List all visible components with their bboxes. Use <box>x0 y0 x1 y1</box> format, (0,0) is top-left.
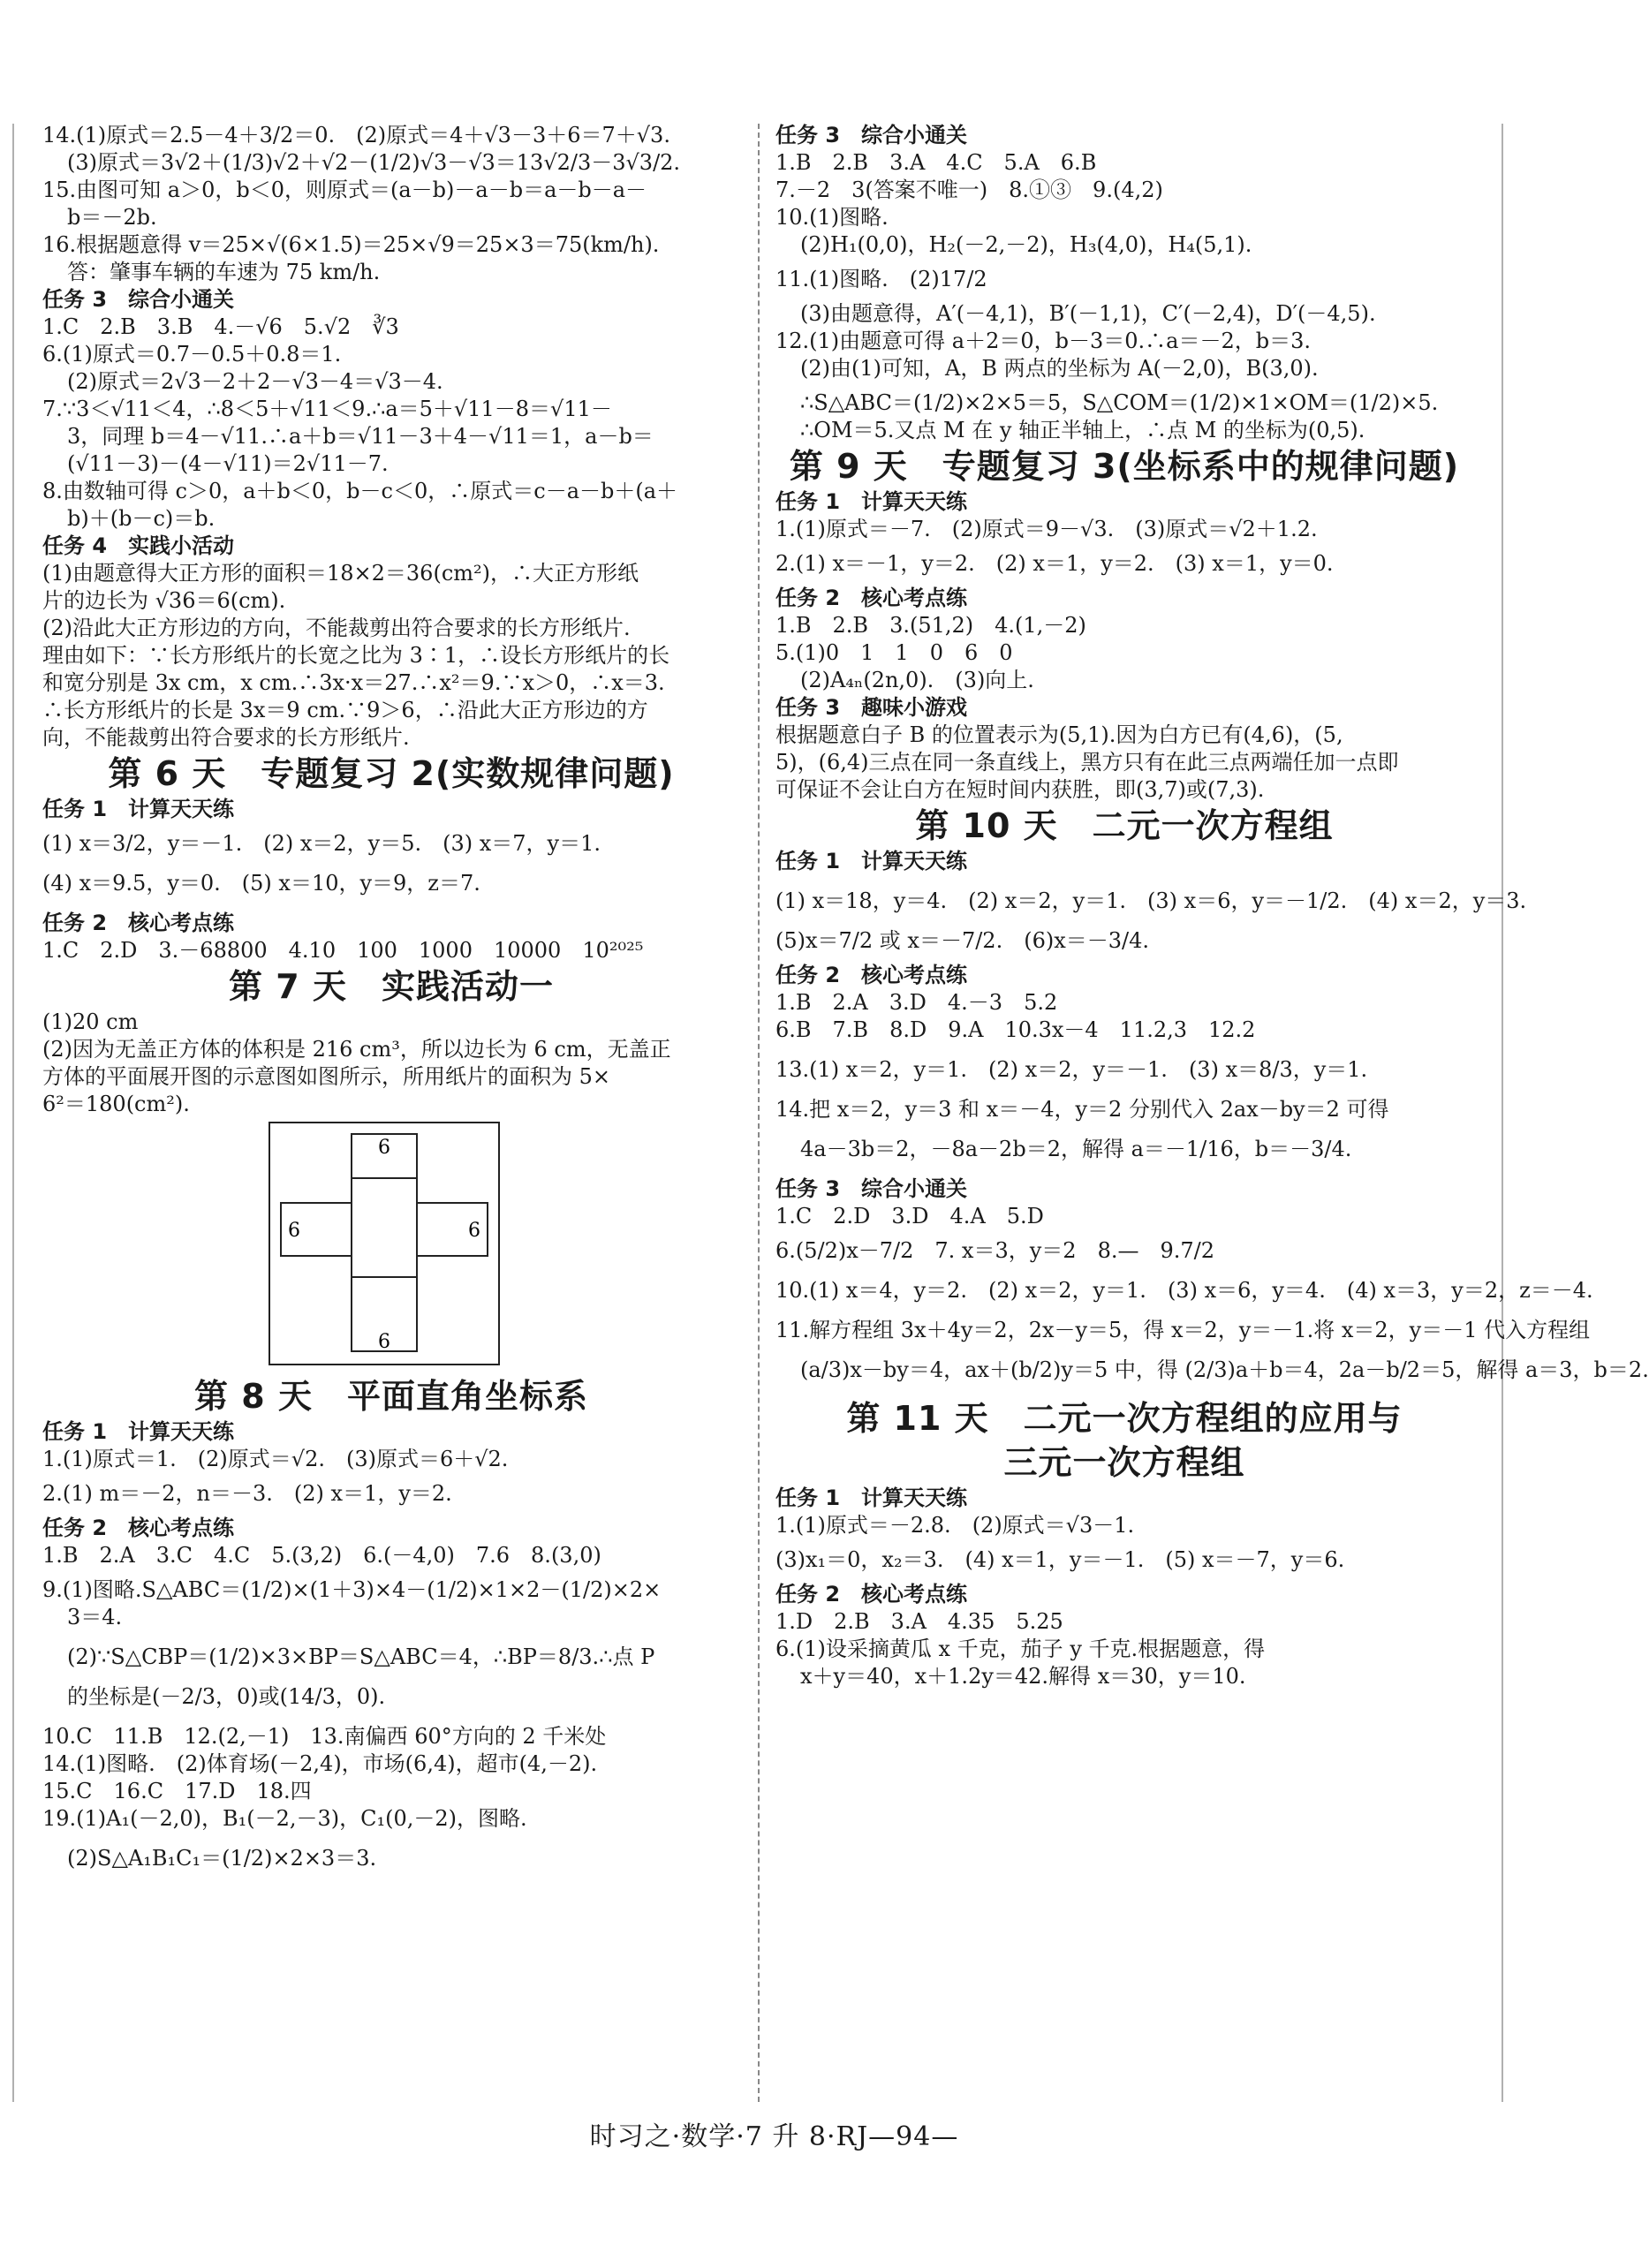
answer-line: 可保证不会让白方在短时间内获胜，即(3,7)或(7,3). <box>775 777 1265 802</box>
answer-line: 16.根据题意得 v＝25×√(6×1.5)＝25×√9＝25×3＝75(km/h). <box>42 232 660 257</box>
answer-line: (1) x＝3/2，y＝－1. (2) x＝2，y＝5. (3) x＝7，y＝1. <box>42 831 601 856</box>
left-column <box>42 122 740 1872</box>
answer-line: (1)20 cm <box>42 1009 139 1034</box>
answer-line: (5)x＝7/2 或 x＝－7/2. (6)x＝－3/4. <box>775 928 1149 953</box>
answer-line: 10.C 11.B 12.(2,－1) 13.南偏西 60°方向的 2 千米处 <box>42 1724 607 1749</box>
day-title: 第 10 天 二元一次方程组 <box>915 806 1334 845</box>
answer-line: 根据题意白子 B 的位置表示为(5,1).因为白方已有(4,6)，(5, <box>775 722 1343 747</box>
answer-line: 片的边长为 √36＝6(cm). <box>42 588 286 613</box>
answer-line: ∴OM＝5.又点 M 在 y 轴正半轴上，∴点 M 的坐标为(0,5). <box>800 418 1365 442</box>
answer-line: 15.由图可知 a＞0，b＜0，则原式＝(a－b)－a－b＝a－b－a－ <box>42 178 647 202</box>
answer-line: 1.B 2.B 3.A 4.C 5.A 6.B <box>775 150 1097 175</box>
answer-line: 19.(1)A₁(－2,0)，B₁(－2,－3)，C₁(0,－2)，图略. <box>42 1806 527 1831</box>
task-heading: 任务 3 综合小通关 <box>42 287 235 312</box>
answer-line: 15.C 16.C 17.D 18.四 <box>42 1779 312 1803</box>
task-heading: 任务 1 计算天天练 <box>775 489 968 514</box>
answer-line: 6.(5/2)x－7/2 7. x＝3，y＝2 8.— 9.7/2 <box>775 1238 1214 1263</box>
answer-line: 11.(1)图略. (2)17/2 <box>775 267 987 291</box>
answer-line: 1.(1)原式＝1. (2)原式＝√2. (3)原式＝6＋√2. <box>42 1447 509 1471</box>
answer-line: (2)由(1)可知，A，B 两点的坐标为 A(－2,0)，B(3,0). <box>800 356 1319 381</box>
answer-line: 理由如下：∵长方形纸片的长宽之比为 3∶1，∴设长方形纸片的长 <box>42 643 670 668</box>
answer-line: 8.由数轴可得 c＞0，a＋b＜0，b－c＜0，∴原式＝c－a－b＋(a＋ <box>42 479 678 503</box>
task-heading: 任务 3 综合小通关 <box>775 123 968 147</box>
answer-line: (1) x＝18，y＝4. (2) x＝2，y＝1. (3) x＝6，y＝－1/2. (4) x＝2，y＝3. <box>775 888 1527 913</box>
answer-line: 1.B 2.A 3.C 4.C 5.(3,2) 6.(－4,0) 7.6 8.(3,0) <box>42 1543 601 1568</box>
answer-line: 13.(1) x＝2，y＝1. (2) x＝2，y＝－1. (3) x＝8/3，y＝1. <box>775 1057 1368 1082</box>
answer-line: 1.(1)原式＝－7. (2)原式＝9－√3. (3)原式＝√2＋1.2. <box>775 517 1318 541</box>
answer-line: 6.(1)原式＝0.7－0.5＋0.8＝1. <box>42 342 342 367</box>
task-heading: 任务 2 核心考点练 <box>775 963 968 987</box>
answer-line: b)＋(b－c)＝b. <box>67 506 216 531</box>
task-heading: 任务 2 核心考点练 <box>775 586 968 610</box>
day-title: 第 6 天 专题复习 2(实数规律问题) <box>108 754 675 793</box>
answer-line: 14.(1)图略. (2)体育场(－2,4)，市场(6,4)，超市(4,－2). <box>42 1751 598 1776</box>
answer-line: (2)原式＝2√3－2＋2－√3－4＝√3－4. <box>67 369 443 394</box>
page-footer: 时习之·数学·7 升 8·RJ—94— <box>589 2121 959 2152</box>
day-title: 第 8 天 平面直角坐标系 <box>194 1377 588 1416</box>
task-heading: 任务 1 计算天天练 <box>42 797 235 821</box>
column-divider <box>758 124 760 2102</box>
net-face-center <box>352 1178 417 1277</box>
answer-line: 5.(1)0 1 1 0 6 0 <box>775 640 1013 665</box>
answer-line: 2.(1) x＝－1，y＝2. (2) x＝1，y＝2. (3) x＝1，y＝0. <box>775 551 1334 576</box>
answer-line: 14.把 x＝2，y＝3 和 x＝－4，y＝2 分别代入 2ax－by＝2 可得 <box>775 1097 1389 1122</box>
task-heading: 任务 4 实践小活动 <box>42 533 235 558</box>
answer-line: 向，不能裁剪出符合要求的长方形纸片. <box>42 725 410 750</box>
net-label-top: 6 <box>378 1137 390 1159</box>
figure-frame <box>269 1123 499 1365</box>
task-heading: 任务 1 计算天天练 <box>775 1486 968 1510</box>
answer-line: 6.B 7.B 8.D 9.A 10.3x－4 11.2,3 12.2 <box>775 1017 1256 1042</box>
answer-line: (4) x＝9.5，y＝0. (5) x＝10，y＝9，z＝7. <box>42 871 480 896</box>
answer-line: ∴S△ABC＝(1/2)×2×5＝5，S△COM＝(1/2)×1×OM＝(1/2)×5. <box>800 390 1439 415</box>
answer-line: 10.(1) x＝4，y＝2. (2) x＝2，y＝1. (3) x＝6，y＝4. (4) x＝3，y＝2，z＝－4. <box>775 1278 1593 1303</box>
answer-line: (1)由题意得大正方形的面积＝18×2＝36(cm²)，∴大正方形纸 <box>42 561 639 586</box>
day-title: 第 7 天 实践活动一 <box>229 967 554 1006</box>
answer-line: 2.(1) m＝－2，n＝－3. (2) x＝1，y＝2. <box>42 1481 452 1506</box>
left-margin-rule <box>12 124 14 2102</box>
task-heading: 任务 3 趣味小游戏 <box>775 695 968 720</box>
answer-line: 答：肇事车辆的车速为 75 km/h. <box>67 260 381 284</box>
answer-line: 1.(1)原式＝－2.8. (2)原式＝√3－1. <box>775 1513 1135 1538</box>
answer-line: 的坐标是(－2/3，0)或(14/3，0). <box>67 1684 386 1709</box>
answer-line: (2)沿此大正方形边的方向，不能裁剪出符合要求的长方形纸片. <box>42 616 631 640</box>
task-heading: 任务 2 核心考点练 <box>42 911 235 935</box>
task-heading: 任务 3 综合小通关 <box>775 1176 968 1201</box>
answer-line: x＋y＝40，x＋1.2y＝42.解得 x＝30，y＝10. <box>800 1664 1246 1689</box>
answer-line: 12.(1)由题意可得 a＋2＝0，b－3＝0.∴a＝－2，b＝3. <box>775 329 1312 353</box>
right-column <box>775 122 1649 1690</box>
answer-line: 1.C 2.D 3.D 4.A 5.D <box>775 1204 1044 1228</box>
answer-line: 9.(1)图略.S△ABC＝(1/2)×(1＋3)×4－(1/2)×1×2－(1/2)×2× <box>42 1577 662 1602</box>
day-title: 第 11 天 二元一次方程组的应用与 <box>846 1399 1403 1438</box>
answer-line: 1.C 2.B 3.B 4.－√6 5.√2 ∛3 <box>42 314 399 339</box>
task-heading: 任务 2 核心考点练 <box>775 1582 968 1606</box>
answer-line: (2)因为无盖正方体的体积是 216 cm³，所以边长为 6 cm，无盖正 <box>42 1037 671 1062</box>
answer-line: 11.解方程组 3x＋4y＝2，2x－y＝5，得 x＝2，y＝－1.将 x＝2，y＝－1 代入方程组 <box>775 1318 1591 1342</box>
answer-line: 6.(1)设采摘黄瓜 x 千克，茄子 y 千克.根据题意，得 <box>775 1637 1266 1661</box>
answer-line: (√11－3)－(4－√11)＝2√11－7. <box>67 451 389 476</box>
task-heading: 任务 1 计算天天练 <box>42 1419 235 1444</box>
answer-line: (2)∵S△CBP＝(1/2)×3×BP＝S△ABC＝4，∴BP＝8/3.∴点 P <box>67 1644 655 1669</box>
answer-line: (2)H₁(0,0)，H₂(－2,－2)，H₃(4,0)，H₄(5,1). <box>800 232 1252 257</box>
cube-net-diagram <box>269 1122 500 1365</box>
answer-line: 和宽分别是 3x cm，x cm.∴3x·x＝27.∴x²＝9.∵x＞0，∴x＝3. <box>42 670 665 695</box>
answer-line: 10.(1)图略. <box>775 205 889 230</box>
answer-line: 1.D 2.B 3.A 4.35 5.25 <box>775 1609 1063 1634</box>
answer-line: 1.B 2.A 3.D 4.－3 5.2 <box>775 990 1058 1015</box>
task-heading: 任务 1 计算天天练 <box>775 849 968 873</box>
answer-line: 7.－2 3(答案不唯一) 8.①③ 9.(4,2) <box>775 178 1163 202</box>
answer-line: ∴长方形纸片的长是 3x＝9 cm.∵9＞6，∴沿此大正方形边的方 <box>42 698 648 722</box>
answer-line: (3)原式＝3√2＋(1/3)√2＋√2－(1/2)√3－√3＝13√2/3－3√3/2. <box>67 150 681 175</box>
answer-line: (3)x₁＝0，x₂＝3. (4) x＝1，y＝－1. (5) x＝－7，y＝6. <box>775 1547 1345 1572</box>
answer-line: (3)由题意得，A′(－4,1)，B′(－1,1)，C′(－2,4)，D′(－4,5). <box>800 301 1376 326</box>
cube-net-figure <box>42 1122 740 1369</box>
answer-line: 方体的平面展开图的示意图如图所示，所用纸片的面积为 5× <box>42 1064 611 1089</box>
answer-line: 3，同理 b＝4－√11.∴a＋b＝√11－3＋4－√11＝1，a－b＝ <box>67 424 654 449</box>
answer-line: (a/3)x－by＝4，ax＋(b/2)y＝5 中，得 (2/3)a＋b＝4，2a－b/2＝5，解得 a＝3，b＝2. <box>800 1357 1649 1382</box>
answer-line: 3＝4. <box>67 1605 123 1629</box>
answer-line: (2)A₄ₙ(2n,0). (3)向上. <box>800 668 1034 692</box>
net-label-bottom: 6 <box>378 1331 390 1353</box>
net-label-left: 6 <box>288 1220 300 1242</box>
answer-line: 1.C 2.D 3.－68800 4.10 100 1000 10000 10²⁰²⁵ <box>42 938 644 963</box>
answer-line: 4a－3b＝2，－8a－2b＝2，解得 a＝－1/16，b＝－3/4. <box>800 1137 1352 1161</box>
answer-line: 14.(1)原式＝2.5－4＋3/2＝0. (2)原式＝4＋√3－3＋6＝7＋√3. <box>42 123 670 147</box>
task-heading: 任务 2 核心考点练 <box>42 1516 235 1540</box>
answer-line: 6²＝180(cm²). <box>42 1092 190 1116</box>
answer-line: 7.∵3＜√11＜4，∴8＜5＋√11＜9.∴a＝5＋√11－8＝√11－ <box>42 397 612 421</box>
day-title: 第 9 天 专题复习 3(坐标系中的规律问题) <box>789 447 1460 486</box>
day-title: 三元一次方程组 <box>1003 1443 1245 1482</box>
answer-line: 1.B 2.B 3.(51,2) 4.(1,－2) <box>775 613 1086 638</box>
net-label-right: 6 <box>468 1220 480 1242</box>
right-margin-rule <box>1501 124 1503 2102</box>
answer-line: 5)，(6,4)三点在同一条直线上，黑方只有在此三点两端任加一点即 <box>775 750 1399 775</box>
answer-line: b＝－2b. <box>67 205 157 230</box>
answer-line: (2)S△A₁B₁C₁＝(1/2)×2×3＝3. <box>67 1846 377 1871</box>
